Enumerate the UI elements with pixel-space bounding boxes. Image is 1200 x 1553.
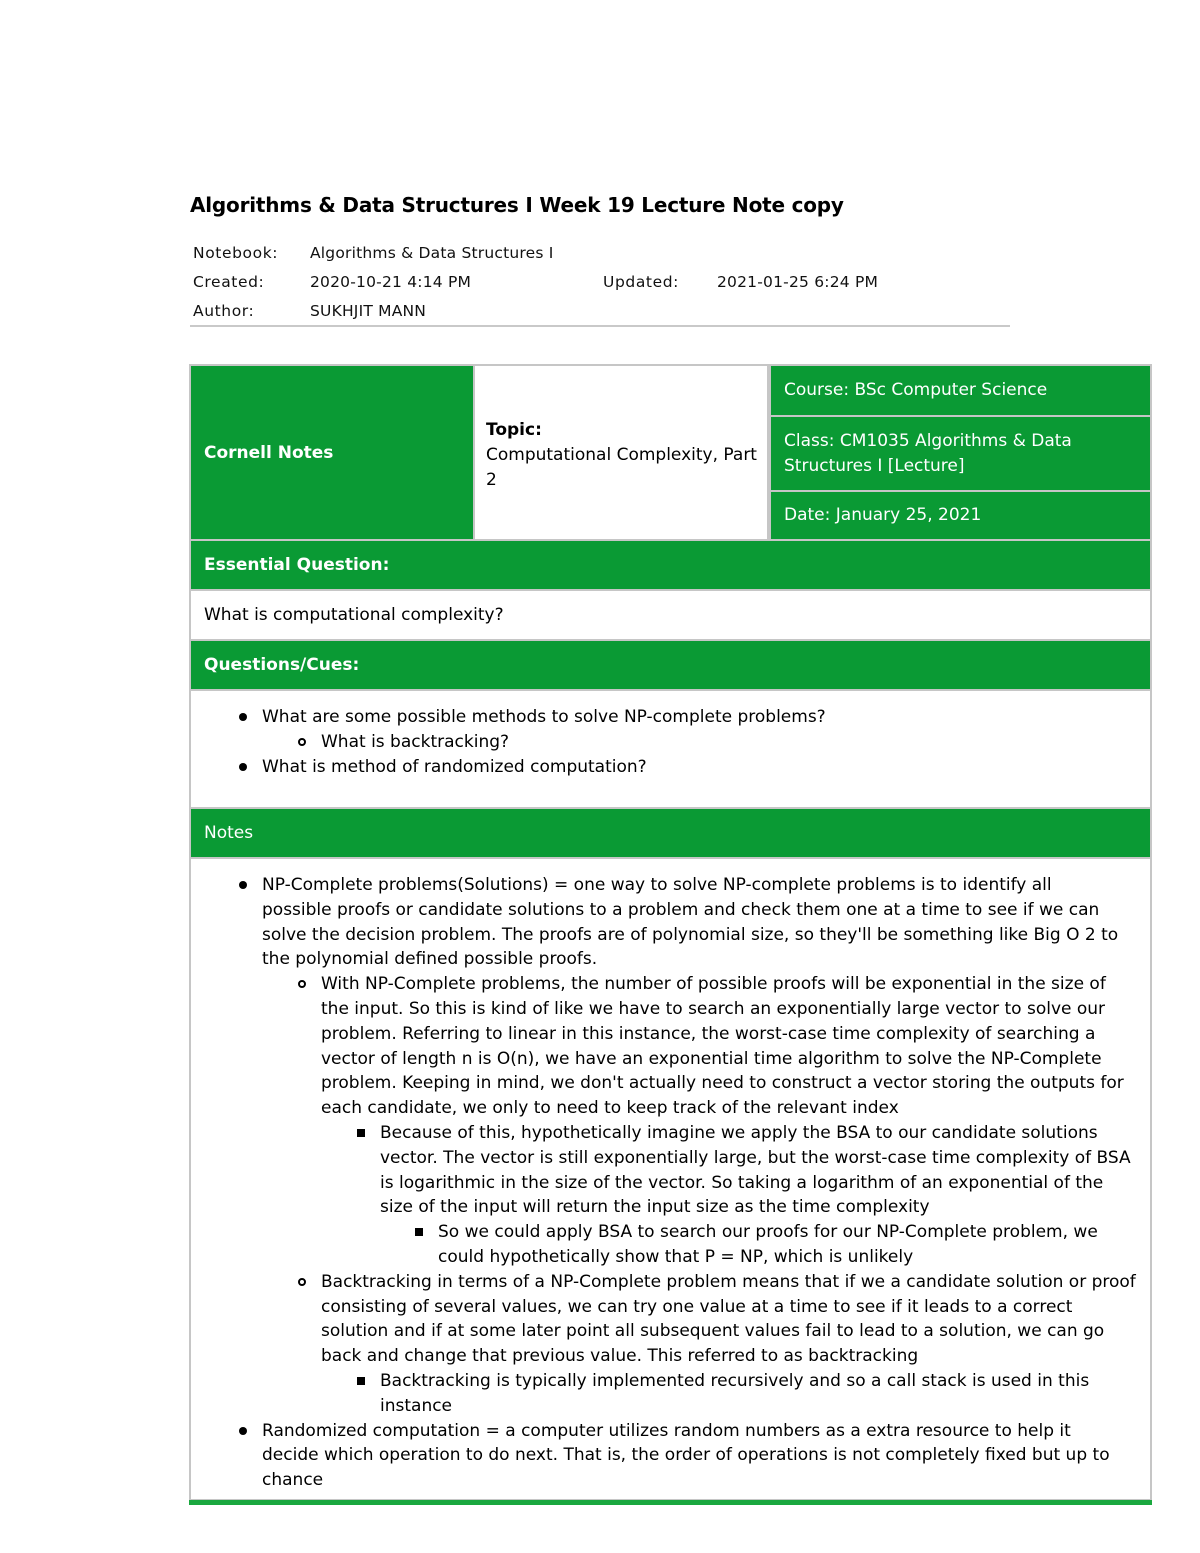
notes-heading: Notes xyxy=(189,809,1152,859)
class-cell: Class: CM1035 Algorithms & Data Structures I [Lecture] xyxy=(769,415,1152,490)
bullet-circle-icon xyxy=(298,1278,306,1286)
list-item: With NP-Complete problems, the number of possible proofs will be exponential in the size of the input. So this is kind of like we have to search an exponentially large vector to solve our problem. Referring to linear in this instance, the worst-case time complexity of searching a vector of length n is O(n), we have an exponential time algorithm to solve the NP-Complete problem. Keeping in mind, we don't actually need to construct a vector storing the outputs for each candidate, we only to need to keep track of the relevant index xyxy=(191,972,1150,1121)
list-item: So we could apply BSA to search our proofs for our NP-Complete problem, we could hypothetically show that P = NP, which is unlikely xyxy=(191,1220,1150,1270)
list-item: Randomized computation = a computer utilizes random numbers as a extra resource to help it decide which operation to do next. That is, the order of operations is not completely fixed but up to chance xyxy=(191,1419,1150,1493)
bullet-dot-icon xyxy=(239,713,247,721)
bullet-square-icon xyxy=(357,1129,365,1137)
notebook-value: Algorithms & Data Structures I xyxy=(310,244,554,262)
bullet-circle-icon xyxy=(298,738,306,746)
list-item: Backtracking is typically implemented recursively and so a call stack is used in this instance xyxy=(191,1369,1150,1419)
bullet-dot-icon xyxy=(239,1427,247,1435)
date-cell: Date: January 25, 2021 xyxy=(769,490,1152,541)
document-title: Algorithms & Data Structures I Week 19 Lecture Note copy xyxy=(190,193,844,217)
metadata-divider xyxy=(190,325,1010,327)
list-item: What is method of randomized computation? xyxy=(191,755,1150,780)
cornell-notes-sheet xyxy=(189,364,1152,1502)
questions-cues-box xyxy=(189,691,1152,809)
sheet-header xyxy=(189,364,1152,541)
author-value: SUKHJIT MANN xyxy=(310,302,427,320)
notes-box xyxy=(189,859,1152,1502)
topic-cell xyxy=(473,364,769,541)
course-cell: Course: BSc Computer Science xyxy=(769,364,1152,415)
topic-value: Computational Complexity, Part 2 xyxy=(486,445,757,490)
updated-label: Updated: xyxy=(603,273,679,291)
created-label: Created: xyxy=(193,273,265,291)
list-item: Because of this, hypothetically imagine we apply the BSA to our candidate solutions vector. The vector is still exponentially large, but the worst-case time complexity of BSA is logarithmic in the size of the vector. So taking a logarithm of an exponential of the size of the input will return the input size as the time complexity xyxy=(191,1121,1150,1220)
bullet-square-icon xyxy=(415,1228,423,1236)
created-value: 2020-10-21 4:14 PM xyxy=(310,273,472,291)
footer-bar xyxy=(189,1499,1152,1505)
cornell-notes-title: Cornell Notes xyxy=(189,364,473,541)
bullet-dot-icon xyxy=(239,881,247,889)
list-item: What is backtracking? xyxy=(191,730,1150,755)
essential-question-text: What is computational complexity? xyxy=(189,591,1152,641)
updated-value: 2021-01-25 6:24 PM xyxy=(717,273,879,291)
bullet-circle-icon xyxy=(298,980,306,988)
notebook-label: Notebook: xyxy=(193,244,279,262)
course-info xyxy=(769,364,1152,541)
list-item: Backtracking in terms of a NP-Complete problem means that if we a candidate solution or proof consisting of several values, we can try one value at a time to see if it leads to a correct solution and if at some later point all subsequent values fail to lead to a solution, we can go back and change that previous value. This referred to as backtracking xyxy=(191,1270,1150,1369)
list-item: NP-Complete problems(Solutions) = one way to solve NP-complete problems is to identify all possible proofs or candidate solutions to a problem and check them one at a time to see if we can solve the decision problem. The proofs are of polynomial size, so they'll be something like Big O 2 to the polynomial defined possible proofs. xyxy=(191,873,1150,972)
bullet-square-icon xyxy=(357,1377,365,1385)
author-label: Author: xyxy=(193,302,255,320)
bullet-dot-icon xyxy=(239,763,247,771)
questions-cues-heading: Questions/Cues: xyxy=(189,641,1152,691)
topic-label: Topic: xyxy=(486,420,542,440)
essential-question-heading: Essential Question: xyxy=(189,541,1152,591)
list-item: What are some possible methods to solve NP-complete problems? xyxy=(191,705,1150,730)
